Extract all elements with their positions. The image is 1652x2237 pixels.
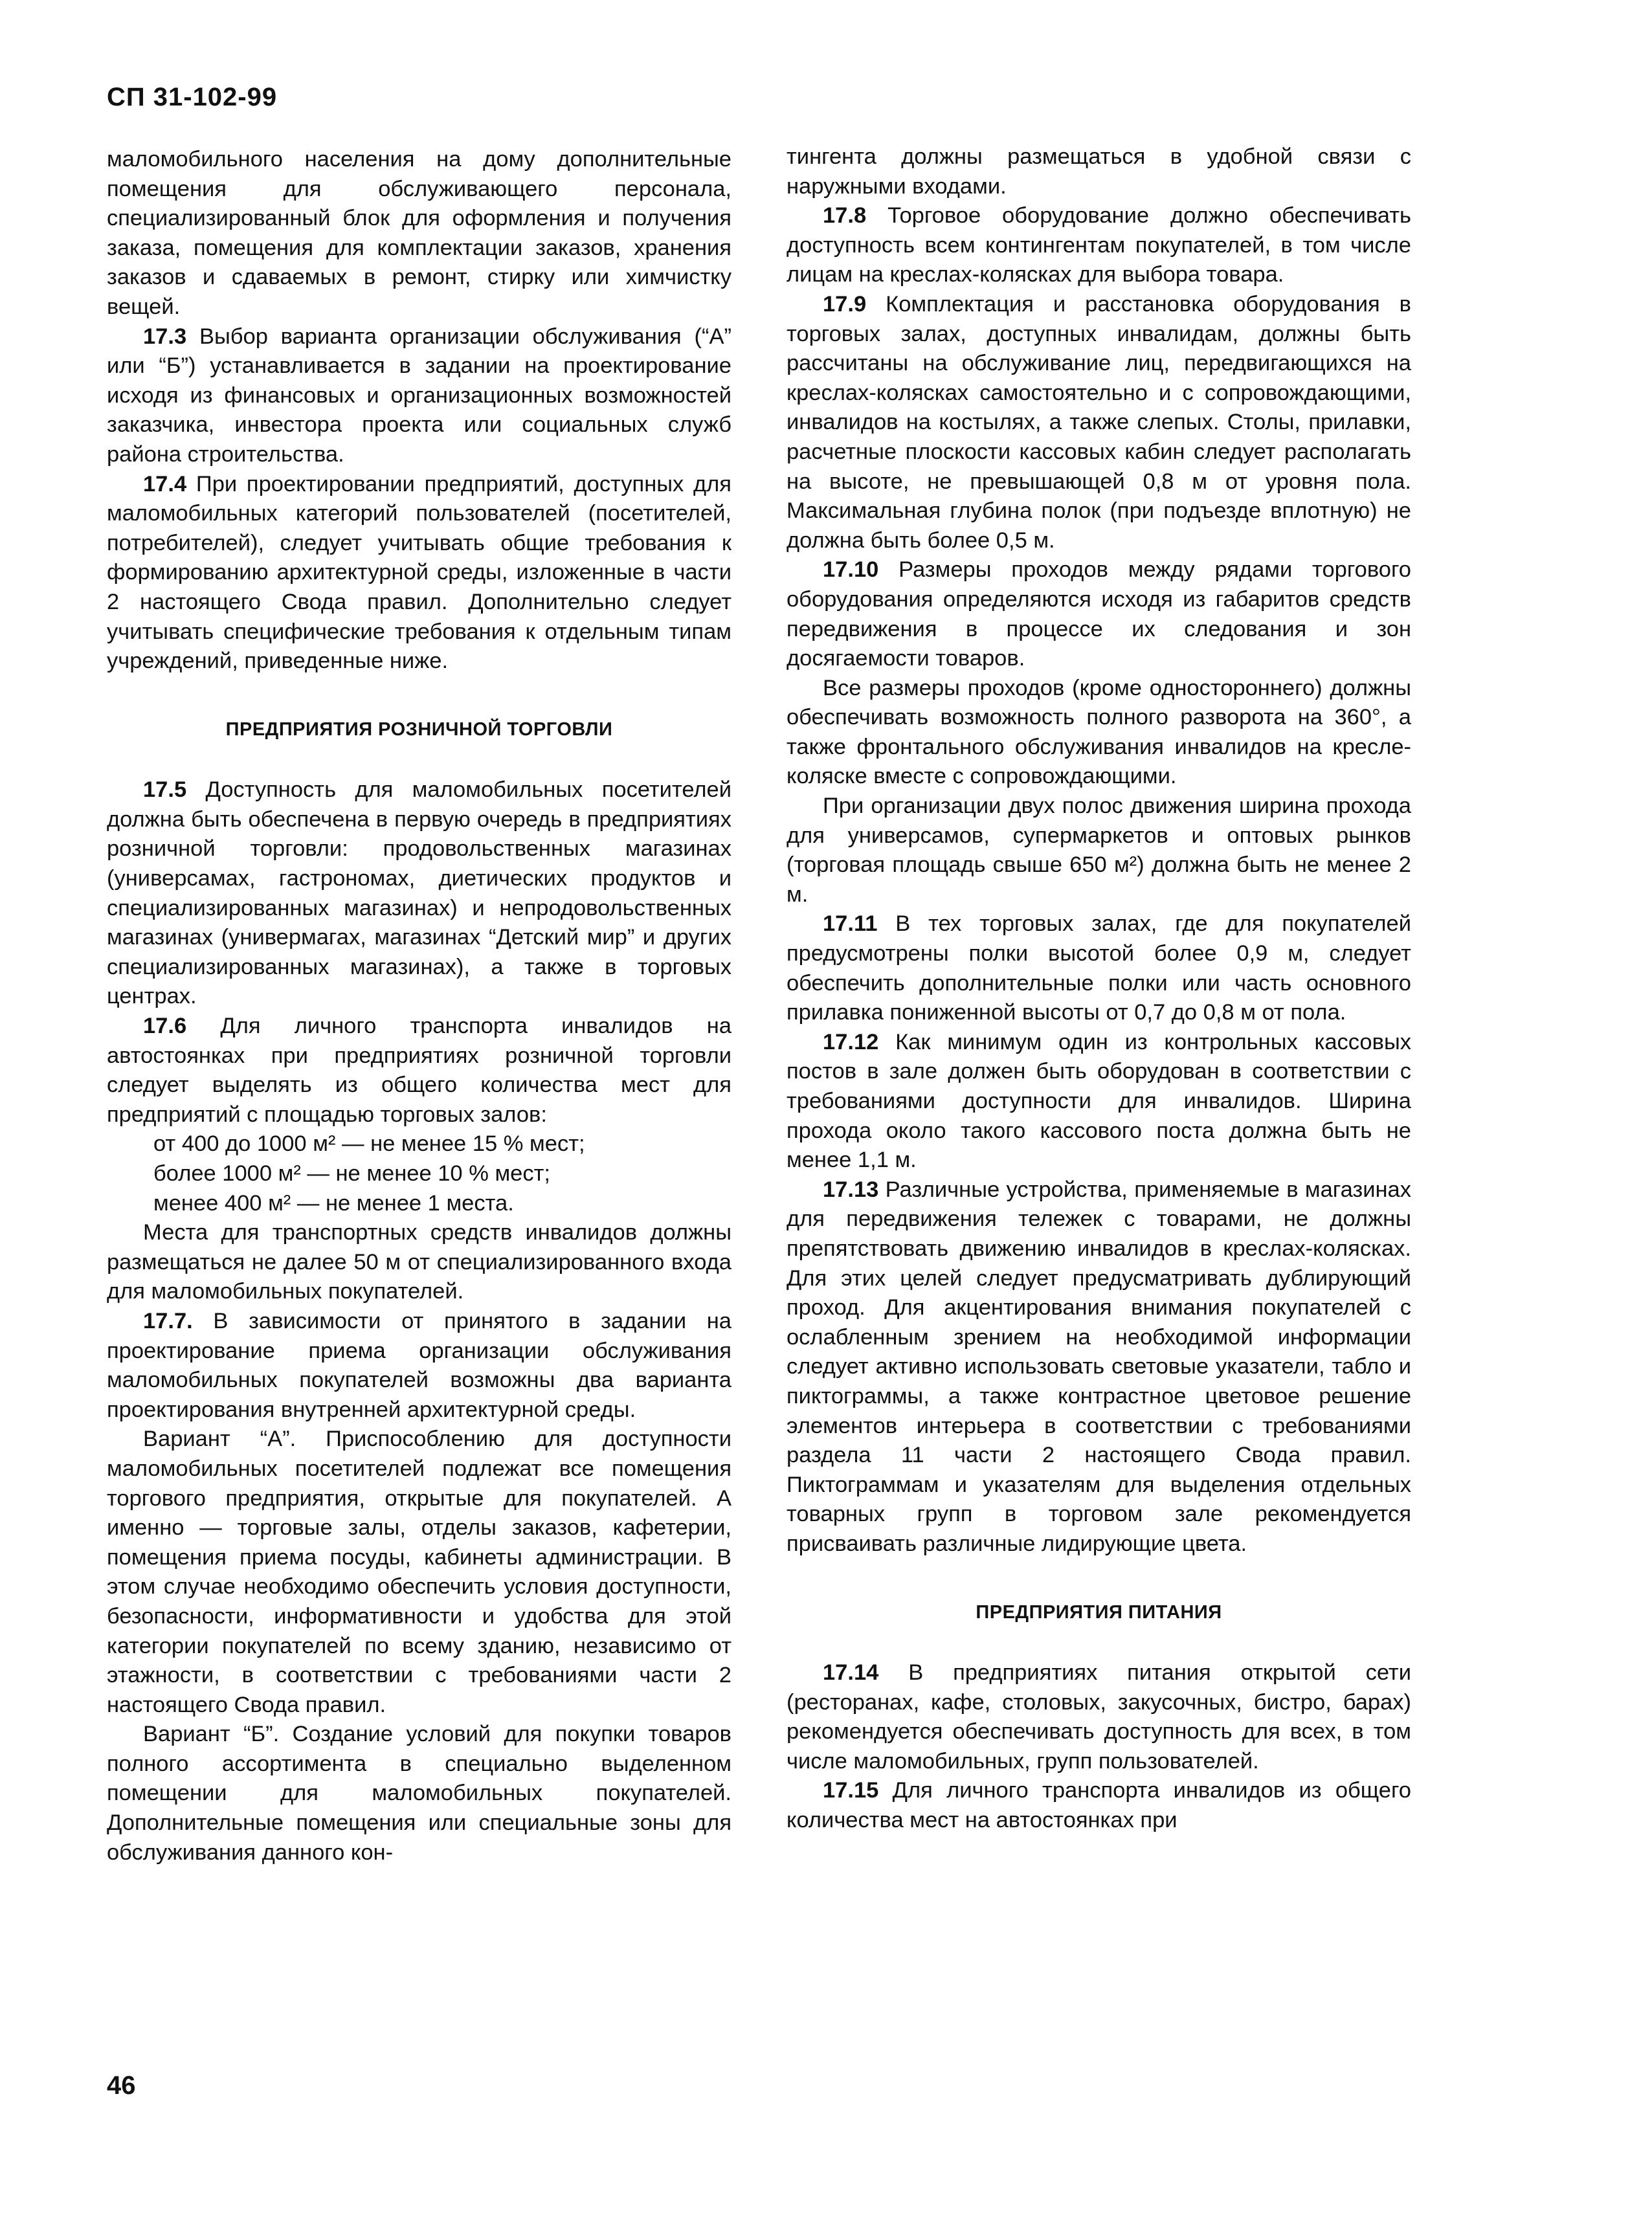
clause-text: Комплектация и расстановка оборудования в торговых залах, доступных инвалидам, должны быть рассчитаны на обслуживание лиц, передвигающихся на креслах-колясках самостоятельно и с сопровождающими, инвалидов на костылях, а также слепых. Столы, прилавки, расчетные плоскости кассовых кабин следует располагать на высоте, не превышающей 0,8 м от уровня пола. Максимальная глубина полок (при подъезде вплотную) не должна быть более 0,5 м. (787, 291, 1411, 553)
clause-text: Для личного транспорта инвалидов на автостоянках при предприятиях розничной торговли следует выделять из общего количества мест для предприятий с площадью торговых залов: (107, 1014, 731, 1127)
clause-number: 17.4 (143, 471, 187, 496)
clause-text: В предприятиях питания открытой сети (ресторанах, кафе, столовых, закусочных, бистро, барах) рекомендуется обеспечивать доступность для всех, в том числе маломобильных, групп пользователей. (787, 1660, 1411, 1774)
paragraph-17-12 (787, 1028, 1411, 1175)
clause-text: Доступность для маломобильных посетителей должна быть обеспечена в первую очередь в предприятиях розничной торговли: продовольственных магазинах (универсамах, гастрономах, диетических продуктов и специализированных магазинах) и непродовольственных магазинах (универмагах, магазинах “Детский мир” и других специализированных магазинах), а также в торговых центрах. (107, 777, 731, 1009)
document-code-header: СП 31-102-99 (107, 83, 278, 111)
list-item: менее 400 м² — не менее 1 места. (153, 1190, 514, 1216)
clause-text: Размеры проходов между рядами торгового оборудования определяются исходя из габаритов средств передвижения в процессе их следования и зон досягаемости товаров. (787, 557, 1411, 671)
paragraph-17-7 (107, 1307, 731, 1425)
paragraph-17-9 (787, 290, 1411, 555)
paragraph-17-6 (107, 1012, 731, 1130)
clause-number: 17.5 (143, 777, 187, 803)
paragraph: Места для транспортных средств инвалидов должны размещаться не далее 50 м от специализированного входа для маломобильных покупателей. (107, 1220, 731, 1304)
paragraph-variant-a: Вариант “А”. Приспособлению для доступности маломобильных посетителей подлежат все помещения торгового предприятия, открытые для покупателей. А именно — торговые залы, отделы заказов, кафетерии, помещения приема посуды, кабинеты администрации. В этом случае необходимо обеспечить условия доступности, безопасности, информативности и удобства для этой категории покупателей по всему зданию, независимо от этажности, в соответствии с требованиями части 2 настоящего Свода правил. (107, 1427, 731, 1717)
list-item: более 1000 м² — не менее 10 % мест; (153, 1161, 550, 1186)
paragraph: Все размеры проходов (кроме одностороннего) должны обеспечивать возможность полного разворота на 360°, а также фронтального обслуживания инвалидов на кресле-коляске вместе с сопровождающими. (787, 675, 1411, 789)
clause-number: 17.6 (143, 1014, 187, 1039)
paragraph-17-15 (787, 1776, 1411, 1835)
clause-number: 17.11 (823, 911, 878, 937)
paragraph: маломобильного населения на дому дополнительные помещения для обслуживающего персонала, специализированный блок для оформления и получения заказа, помещения для комплектации заказов, хранения заказов и сдаваемых в ремонт, стирку или химчистку вещей. (107, 147, 731, 319)
paragraph-17-8 (787, 201, 1411, 290)
clause-number: 17.9 (823, 291, 867, 317)
clause-text: Для личного транспорта инвалидов из общего количества мест на автостоянках при (787, 1778, 1411, 1833)
paragraph-17-4 (107, 470, 731, 676)
clause-number: 17.15 (823, 1778, 879, 1803)
paragraph-17-13 (787, 1175, 1411, 1559)
left-column (107, 145, 731, 1867)
clause-number: 17.3 (143, 324, 187, 349)
section-heading-retail: ПРЕДПРИЯТИЯ РОЗНИЧНОЙ ТОРГОВЛИ (225, 718, 613, 740)
paragraph-17-11 (787, 909, 1411, 1027)
clause-number: 17.8 (823, 203, 867, 228)
clause-number: 17.14 (823, 1660, 879, 1686)
paragraph: тингента должны размещаться в удобной связи с наружными входами. (787, 144, 1411, 199)
clause-text: В тех торговых залах, где для покупателей предусмотрены полки высотой более 0,9 м, следует обеспечить дополнительные полки или часть основного прилавка пониженной высоты от 0,7 до 0,8 м от пола. (787, 911, 1411, 1025)
paragraph-17-5 (107, 775, 731, 1012)
clause-number: 17.12 (823, 1029, 879, 1054)
paragraph-17-3 (107, 322, 731, 470)
section-heading-catering: ПРЕДПРИЯТИЯ ПИТАНИЯ (976, 1601, 1222, 1623)
right-column (787, 142, 1411, 1836)
page-number: 46 (107, 2071, 136, 2100)
clause-text: При проектировании предприятий, доступных для маломобильных категорий пользователей (посетителей, потребителей), следует учитывать общие требования к формированию архитектурной среды, изложенные в части 2 настоящего Свода правил. Дополнительно следует учитывать специфические требования к отдельным типам учреждений, приведенные ниже. (107, 471, 731, 674)
paragraph-17-14 (787, 1658, 1411, 1776)
clause-text: Различные устройства, применяемые в магазинах для передвижения тележек с товарами, не должны препятствовать движению инвалидов в креслах-колясках. Для этих целей следует предусматривать дублирующий проход. Для акцентирования внимания покупателей с ослабленным зрением на необходимой информации следует активно использовать световые указатели, табло и пиктограммы, а также контрастное цветовое решение элементов интерьера в соответствии с требованиями раздела 11 части 2 настоящего Свода правил. Пиктограммам и указателям для выделения отдельных товарных групп в торговом зале рекомендуется присваивать различные лидирующие цвета. (787, 1177, 1411, 1556)
clause-number: 17.10 (823, 557, 879, 583)
list-item: от 400 до 1000 м² — не менее 15 % мест; (153, 1131, 585, 1157)
paragraph-variant-b: Вариант “Б”. Создание условий для покупки товаров полного ассортимента в специально выделенном помещении для маломобильных покупателей. Дополнительные помещения или специальные зоны для обслуживания данного кон- (107, 1722, 731, 1865)
clause-text: Выбор варианта организации обслуживания (“А” или “Б”) устанавливается в задании на проектирование исходя из финансовых и организационных возможностей заказчика, инвестора проекта или социальных служб района строительства. (107, 324, 731, 467)
paragraph-17-10 (787, 555, 1411, 673)
clause-text: Как минимум один из контрольных кассовых постов в зале должен быть оборудован в соответствии с требованиями доступности для инвалидов. Ширина прохода около такого кассового поста должна быть не менее 1,1 м. (787, 1029, 1411, 1173)
clause-text: В зависимости от принятого в задании на проектирование приема организации обслуживания маломобильных покупателей возможны два варианта проектирования внутренней архитектурной среды. (107, 1308, 731, 1422)
clause-text: Торговое оборудование должно обеспечивать доступность всем контингентам покупателей, в том числе лицам на креслах-колясках для выбора товара. (787, 203, 1411, 287)
paragraph: При организации двух полос движения ширина прохода для универсамов, супермаркетов и оптовых рынков (торговая площадь свыше 650 м²) должна быть не менее 2 м. (787, 794, 1411, 907)
clause-number: 17.13 (823, 1177, 879, 1202)
clause-number: 17.7. (143, 1308, 193, 1333)
